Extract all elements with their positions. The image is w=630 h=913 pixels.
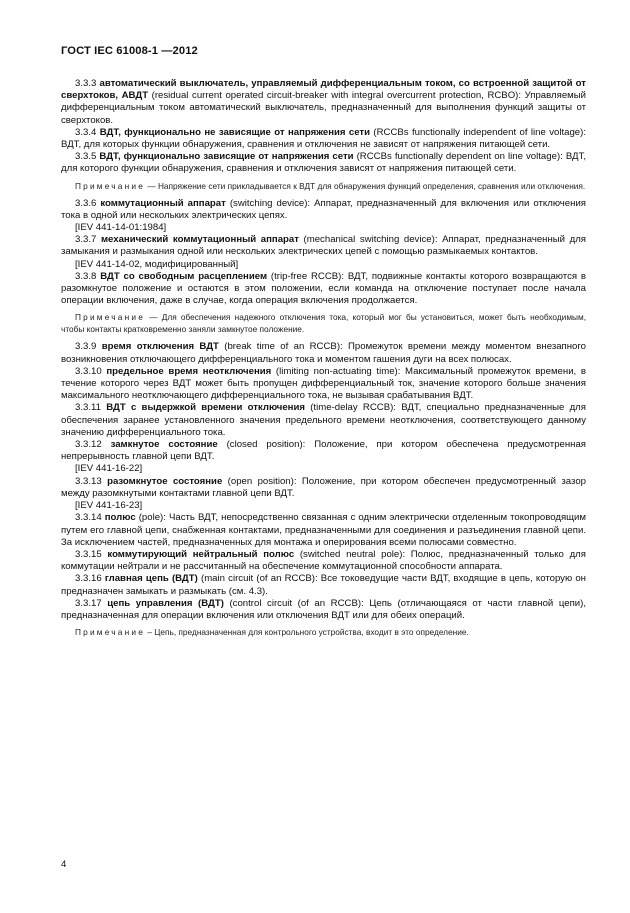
note-2: [61, 311, 586, 335]
iev-reference: [IEV 441-16-23]: [75, 500, 143, 512]
term-title: главная цепь (ВДТ): [104, 573, 198, 585]
term-definition: (limiting non-actuating time): Максимальный промежуток времени, в течение которого через ВДТ может быть пропущен дифференциальный ток, значение которого больше значения максимального неотключающего дифференциального тока, не вызывая срабатывания ВДТ.: [61, 365, 586, 402]
term-title: ВДТ с выдержкой времени отключения: [106, 402, 305, 414]
term-entry-3-3-17: [61, 598, 586, 622]
term-title: ВДТ со свободным расцеплением: [100, 270, 268, 282]
term-definition: (switched neutral pole): Полюс, предназначенный только для коммутации нейтрали и не рассчитанный на обеспечение коммутационной способности аппарата.: [61, 548, 586, 573]
term-definition: (residual current operated circuit-breaker with integral overcurrent protection, RCBO): Управляемый дифференциальным током автоматический выключатель, предназначенный для выполнения функций защиты от сверхтоков.: [61, 90, 587, 126]
term-definition: (closed position): Положение, при котором обеспечена предусмотренная непрерывность главной цепи ВДТ.: [61, 439, 586, 463]
clause-number: 3.3.5: [75, 151, 97, 163]
note-label: Примечание: [75, 627, 146, 638]
term-entry-3-3-16: [61, 573, 586, 597]
term-definition: (mechanical switching device): Аппарат, предназначенный для замыкания и размыкания одной или нескольких электрических цепей с помощью размыкаемых контактов.: [61, 234, 586, 258]
note-3: [61, 626, 586, 638]
clause-number: 3.3.3: [75, 78, 97, 89]
iev-reference: [IEV 441-16-22]: [75, 463, 143, 475]
term-title: ВДТ, функционально не зависящие от напряжения сети: [99, 126, 371, 138]
clause-number: 3.3.14: [75, 512, 102, 524]
clause-number: 3.3.12: [75, 439, 102, 451]
term-entry-3-3-13: [61, 476, 586, 500]
term-definition: (RCCBs functionally dependent on line voltage): ВДТ, для которого функции обнаружения, сравнения и отключения зависят от напряжения питающей сети.: [61, 151, 587, 175]
page-number: 4: [61, 859, 67, 870]
term-title: цепь управления (ВДТ): [107, 597, 224, 609]
clause-number: 3.3.6: [75, 197, 97, 209]
note-label: Примечание: [75, 312, 146, 323]
term-title: коммутационный аппарат: [100, 197, 226, 209]
term-definition: (RCCBs functionally independent of line voltage): ВДТ, для которых функции обнаружения, сравнения и отключения не зависят от напряжения питающей сети.: [61, 126, 586, 151]
note-label: Примечание: [75, 180, 146, 191]
term-entry-3-3-5: [61, 151, 586, 175]
term-title: разомкнутое состояние: [107, 475, 223, 487]
term-entry-3-3-15: [61, 549, 586, 573]
term-definition: (open position): Положение, при котором обеспечен предусмотренный зазор между разомкнутыми контактами главной цепи ВДТ.: [61, 475, 586, 499]
term-definition: (pole): Часть ВДТ, непосредственно связанная с одним электрически отделенным токопроводящим путем его главной цепи, снабженная контактами, предназначенными для соединения и разъединения главной цепи. За исключением частей, предназначенных для монтажа и оперирования всеми полюсами совместно.: [61, 512, 586, 548]
clause-number: 3.3.10: [75, 365, 102, 377]
term-entry-3-3-14: [61, 512, 586, 549]
term-entry-3-3-3: [61, 78, 586, 127]
term-entry-3-3-9: [61, 341, 586, 365]
term-entry-3-3-12: [61, 439, 586, 463]
term-title: замкнутое состояние: [110, 439, 218, 451]
term-title: коммутирующий нейтральный полюс: [107, 548, 295, 560]
term-title: механический коммутационный аппарат: [100, 234, 299, 246]
term-entry-3-3-10: [61, 366, 586, 403]
term-definition: (main circuit (of an RCCB): Все токоведущие части ВДТ, входящие в цепь, которую он предназначен замыкать и размыкать (см. 4.3).: [61, 573, 586, 597]
term-definition: (control circuit (of an RCCB): Цепь (отличающаяся от части главной цепи), предназначенная для операции включения или отключения ВДТ или для обеих операций.: [61, 597, 586, 621]
term-entry-3-3-11: [61, 402, 586, 439]
term-definition: (switching device): Аппарат, предназначенный для включения или отключения тока в одной или нескольких электрических цепях.: [61, 197, 586, 221]
clause-number: 3.3.4: [75, 126, 97, 138]
clause-number: 3.3.17: [75, 597, 102, 609]
term-entry-3-3-4: [61, 127, 586, 151]
term-definition: (time-delay RCCB): ВДТ, специально предназначенные для обеспечения заранее установленного значения предельного времени неотключения, соответствующего данному значению дифференциального тока.: [61, 402, 586, 438]
term-definition: (trip-free RCCB): ВДТ, подвижные контакты которого возвращаются в разомкнутое положение и остаются в этом положении, если команда на отключение поступает после начала операции включения, даже в случае, когда операция включения продолжается.: [61, 270, 586, 307]
note-text: — Для обеспечения надежного отключения тока, который мог бы установиться, может быть необходимым, чтобы контакты кратковременно заняли замкнутое положение.: [61, 312, 586, 335]
clause-number: 3.3.13: [75, 475, 102, 487]
clause-number: 3.3.9: [75, 341, 97, 353]
note-text: – Цепь, предназначенная для контрольного устройства, входит в это определение.: [145, 627, 469, 638]
iev-reference: [IEV 441-14-02, модифицированный]: [75, 258, 239, 270]
term-entry-3-3-8: [61, 271, 586, 308]
term-title: ВДТ, функционально зависящие от напряжения сети: [99, 151, 354, 163]
term-entry-3-3-6: [61, 198, 586, 222]
clause-number: 3.3.7: [75, 234, 97, 246]
term-entry-3-3-7: [61, 234, 586, 258]
term-title: время отключения ВДТ: [101, 341, 219, 353]
note-text: — Напряжение сети прикладывается к ВДТ для обнаружения функций определения, сравнения или отключения.: [145, 180, 586, 191]
document-body: [61, 78, 586, 638]
term-definition: (break time of an RCCB): Промежуток времени между моментом внезапного возникновения отключающего дифференциального тока и моментом гашения дуги на всех полюсах.: [61, 341, 587, 365]
term-title: полюс: [104, 512, 136, 524]
term-title: предельное время неотключения: [106, 365, 272, 377]
term-title: автоматический выключатель, управляемый дифференциальным током, со встроенной защитой от сверхтоков, АВДТ: [61, 78, 586, 102]
note-1: [61, 180, 586, 192]
clause-number: 3.3.8: [75, 270, 97, 282]
clause-number: 3.3.15: [75, 548, 102, 560]
iev-reference: [IEV 441-14-01:1984]: [75, 222, 167, 234]
clause-number: 3.3.16: [75, 573, 102, 585]
clause-number: 3.3.11: [75, 402, 101, 414]
document-header: ГОСТ IEC 61008-1 —2012: [61, 45, 198, 57]
document-page: [61, 44, 586, 644]
